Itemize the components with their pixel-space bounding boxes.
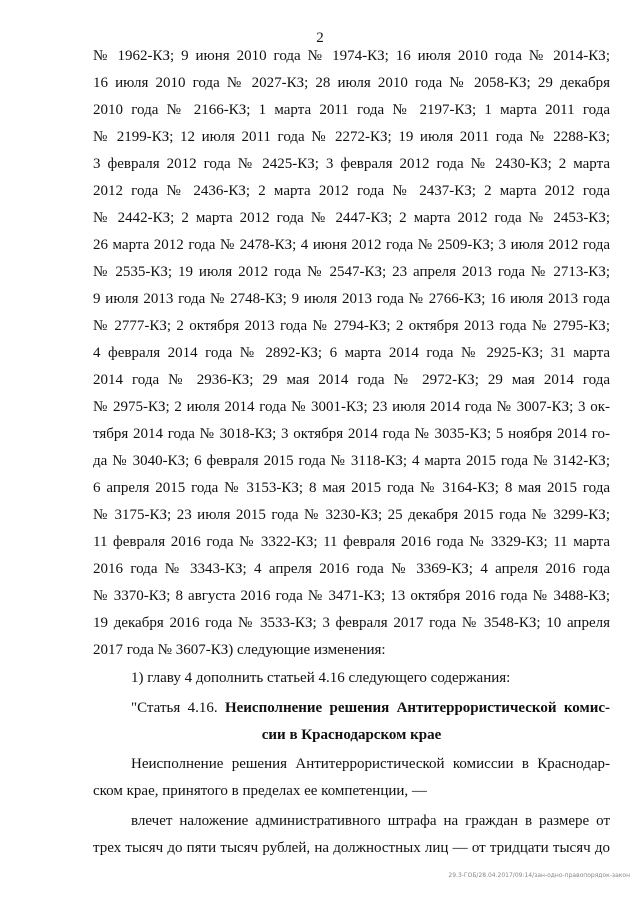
article-prefix: "Статья 4.16.: [131, 700, 218, 716]
paragraph-line: ском крае, принятого в пределах ее компетенции, —: [93, 783, 427, 799]
body-line: 2014 года № 2936-КЗ; 29 мая 2014 года № 2972-КЗ; 29 мая 2014 года: [93, 372, 610, 388]
body-line: № 2442-КЗ; 2 марта 2012 года № 2447-КЗ; 2 марта 2012 года № 2453-КЗ;: [93, 210, 610, 226]
body-line: 9 июля 2013 года № 2748-КЗ; 9 июля 2013 года № 2766-КЗ; 16 июля 2013 года: [93, 291, 610, 307]
page-number: 2: [316, 30, 324, 46]
article-title-continued: [93, 724, 610, 746]
body-line: 2012 года № 2436-КЗ; 2 марта 2012 года № 2437-КЗ; 2 марта 2012 года: [93, 183, 610, 199]
body-line: 26 марта 2012 года № 2478-КЗ; 4 июня 2012 года № 2509-КЗ; 3 июля 2012 года: [93, 237, 610, 253]
body-line: № 2975-КЗ; 2 июля 2014 года № 3001-КЗ; 23 июля 2014 года № 3007-КЗ; 3 ок-: [93, 399, 610, 415]
body-line: 11 февраля 2016 года № 3322-КЗ; 11 февраля 2016 года № 3329-КЗ; 11 марта: [93, 534, 610, 550]
body-line: да № 3040-КЗ; 6 февраля 2015 года № 3118-КЗ; 4 марта 2015 года № 3142-КЗ;: [93, 453, 610, 469]
article-heading: [131, 697, 610, 719]
body-line: 3 февраля 2012 года № 2425-КЗ; 3 февраля 2012 года № 2430-КЗ; 2 марта: [93, 156, 610, 172]
paragraph-line: Неисполнение решения Антитеррористической комиссии в Краснодар-: [131, 756, 610, 772]
body-line: 4 февраля 2014 года № 2892-КЗ; 6 марта 2014 года № 2925-КЗ; 31 марта: [93, 345, 610, 361]
body-line: 16 июля 2010 года № 2027-КЗ; 28 июля 2010 года № 2058-КЗ; 29 декабря: [93, 75, 610, 91]
body-line: № 3175-КЗ; 23 июля 2015 года № 3230-КЗ; 25 декабря 2015 года № 3299-КЗ;: [93, 507, 610, 523]
body-line: № 2777-КЗ; 2 октября 2013 года № 2794-КЗ; 2 октября 2013 года № 2795-КЗ;: [93, 318, 610, 334]
body-line: 2016 года № 3343-КЗ; 4 апреля 2016 года № 3369-КЗ; 4 апреля 2016 года: [93, 561, 610, 577]
body-line: тября 2014 года № 3018-КЗ; 3 октября 2014 года № 3035-КЗ; 5 ноября 2014 го-: [93, 426, 610, 442]
body-line: № 3370-КЗ; 8 августа 2016 года № 3471-КЗ; 13 октября 2016 года № 3488-КЗ;: [93, 588, 610, 604]
footer-file-stamp: 29.3-ГОБ/28.04.2017/09:14/зан-одно-правопорядок-закон: [448, 872, 630, 879]
body-line: № 2199-КЗ; 12 июля 2011 года № 2272-КЗ; 19 июля 2011 года № 2288-КЗ;: [93, 129, 610, 145]
body-line: 19 декабря 2016 года № 3533-КЗ; 3 февраля 2017 года № 3548-КЗ; 10 апреля: [93, 615, 610, 631]
body-line: № 1962-КЗ; 9 июня 2010 года № 1974-КЗ; 16 июля 2010 года № 2014-КЗ;: [93, 48, 610, 64]
body-line: 2010 года № 2166-КЗ; 1 марта 2011 года № 2197-КЗ; 1 марта 2011 года: [93, 102, 610, 118]
body-line: № 2535-КЗ; 19 июля 2012 года № 2547-КЗ; 23 апреля 2013 года № 2713-КЗ;: [93, 264, 610, 280]
article-title-line2: сии в Краснодарском крае: [261, 727, 442, 743]
body-line: 2017 года № 3607-КЗ) следующие изменения:: [93, 642, 386, 658]
list-item: 1) главу 4 дополнить статьей 4.16 следующего содержания:: [131, 670, 511, 686]
article-title: Неисполнение решения Антитеррористической комис-: [224, 700, 611, 716]
paragraph-line: трех тысяч до пяти тысяч рублей, на должностных лиц — от тридцати тысяч до: [93, 840, 610, 856]
paragraph-line: влечет наложение административного штрафа на граждан в размере от: [131, 813, 610, 829]
body-line: 6 апреля 2015 года № 3153-КЗ; 8 мая 2015 года № 3164-КЗ; 8 мая 2015 года: [93, 480, 610, 496]
